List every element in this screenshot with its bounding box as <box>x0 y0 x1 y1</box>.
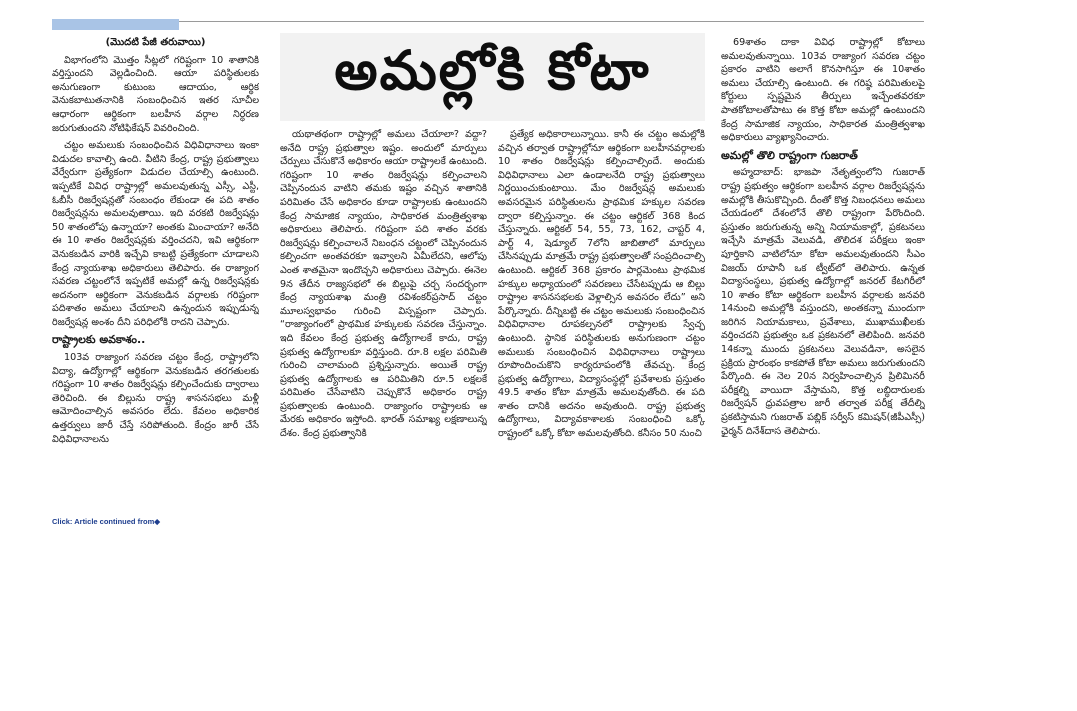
col1-subheading: రాష్ట్రాలకు అవకాశం.. <box>52 333 146 347</box>
col1-paragraph-3: 103వ రాజ్యాంగ సవరణ చట్టం కేంద్ర, రాష్ట్రాలోని విద్యా, ఉద్యోగాల్లో ఆర్థికంగా వెనుకబడిన తరగతులకు గరిష్టంగా 10 శాతం రిజర్వేషన్లు కల్పించేందుకు ద్వారాలు తెరిచింది. ఈ బిల్లును రాష్ట్ర శాసనసభలు మళ్లీ ఆమోదించాల్సిన అవసరం లేదు. కేవలం అధికారిక ఉత్తర్వులు జారీ చేస్తే సరిపోతుంది. కేంద్రం జారీ చేసే విధివిధానాలను <box>52 352 259 445</box>
col1-paragraph-2: చట్టం అమలుకు సంబంధించిన విధివిధానాలు ఇంకా విడుదల కావాల్సి ఉంది. వీటిని కేంద్ర, రాష్ట్ర ప్రభుత్వాలు వేర్వేరుగా ప్రత్యేకంగా విడుదల చేయాల్సి ఉంటుంది. ఇప్పటికే వివిధ రాష్ట్రాల్లో అమలవుతున్న ఎస్సీ, ఎస్టీ, ఓబీసీ రిజర్వేషన్లతో సంబంధం లేకుండా ఈ పది శాతం రిజర్వేషన్లను అమలవుతాయి. ఇది వరకటి రిజర్వేషన్లు 50 శాతంలోపు ఉన్నాయా? అంతకు మించాయా? అనేది ఈ 10 శాతం రిజర్వేషన్లకు వర్తించదని, ఇవి ఆర్థికంగా వెనుకబడిన వారికి ఇచ్చేవి కాబట్టి ప్రత్యేకంగా చూడాలని కేంద్ర న్యాయశాఖ అధికారులు తెలిపారు. ఈ రాజ్యాంగ సవరణ చట్టంలోనే ఇప్పటికే అమల్లో ఉన్న రిజర్వేషన్లకు అదనంగా ఆర్థికంగా వెనుకబడిన వర్గాలకు గరిష్టంగా పదిశాతం అమలు చేయాలని ఉన్నందున ఇప్పుడున్న రిజర్వేషన్ల అంశం దీని పరిధిలోకి రాదని చెప్పారు. <box>52 140 259 328</box>
col1-paragraph-1: విభాగంలోని మొత్తం సీట్లలో గరిష్టంగా 10 శాతానికి వర్తిస్తుందని వెల్లడించింది. ఆయా పరిస్థితులకు అనుగుణంగా కుటుంబ ఆదాయం, ఆర్థిక వెనుకబాటుతనానికి సంబంధించిన ఇతర సూచీల ఆధారంగా ఆర్థికంగా బలహీన వర్గాల నిర్ధరణ జరుగుతుందని నోటిఫికేషన్ వివరించింది. <box>52 54 259 134</box>
article-continued-link-text: Click: Article continued from <box>52 517 155 526</box>
article-column-4 <box>721 36 925 516</box>
article-column-2 <box>280 128 487 518</box>
continued-label: (మొదటి పేజీ తరువాయి) <box>105 37 206 48</box>
top-rule <box>52 21 924 22</box>
article-continued-link[interactable] <box>52 517 160 526</box>
col4-subheading: అమల్లో తొలి రాష్ట్రంగా గుజరాత్ <box>721 148 858 162</box>
link-arrow-icon: ◆ <box>154 517 161 526</box>
headline-box <box>280 33 705 121</box>
top-accent-bar <box>52 19 179 30</box>
col4-paragraph-2: అహ్మదాబాద్: భాజపా నేతృత్వంలోని గుజరాత్ రాష్ట్ర ప్రభుత్వం ఆర్థికంగా బలహీన వర్గాల రిజర్వేషన్లను అమల్లోకి తీసుకొచ్చింది. దీంతో కొత్త నిబంధనలు అమలు చేయడంలో దేశంలోనే తొలి రాష్ట్రంగా పేరొందింది. ప్రస్తుతం జరుగుతున్న అన్ని నియామకాల్లో, ప్రకటనలు ఇచ్చేసి మాత్రమే వెలువడి, తొలిదశ పరీక్షలు ఇంకా పూర్తికాని వాటిలోనూ కోటా అమలవుతుందని సీఎం విజయ్ రూపానీ ఒక ట్వీట్‌లో తెలిపారు. ఉన్నత విద్యాసంస్థలు, ప్రభుత్వ ఉద్యోగాల్లో జనరల్ కేటగిరీలో 10 శాతం కోటా ఆర్థికంగా బలహీన వర్గాలకు జనవరి 14నుంచి అమల్లోకి వస్తుందని, అంతకన్నా ముందుగా జరిగిన నియామకాలు, ప్రవేశాలు, ముఖాముఖీలకు వర్తించదని ప్రభుత్వం ఒక ప్రకటనలో తెలిపింది. జనవరి 14కన్నా ముందు ప్రకటనలు వెలువడినా, అసలైన ప్రక్రియ ప్రారంభం కాకపోతే కోటా అమలు జరుగుతుందని పేర్కొంది. ఈ నెల 20న నిర్వహించాల్సిన ప్రిలిమినరీ పరీక్షల్ని వాయిదా వేస్తామని, కొత్త లబ్ధిదారులకు రిజర్వేషన్ ధ్రువపత్రాల జారీ తర్వాత పరీక్ష తేదీల్ని ప్రకటిస్తామని గుజరాత్ పబ్లిక్ సర్వీస్ కమిషన్(జీపీఎస్సీ) ఛైర్మన్ దినేశ్‌దాస తెలిపారు. <box>721 167 925 437</box>
headline-title: అమల్లోకి కోటా <box>334 38 651 102</box>
col3-paragraph-1: ప్రత్యేక అధికారాలున్నాయి. కానీ ఈ చట్టం అమల్లోకి వచ్చిన తర్వాత రాష్ట్రాల్లోనూ ఆర్థికంగా బలహీనవర్గాలకు 10 శాతం రిజర్వేషన్లు కల్పించాల్సిందే. అందుకు విధివిధానాలు ఎలా ఉండాలనేది రాష్ట్ర ప్రభుత్వాలు నిర్ణయించుకుంటాయి. మేం రిజర్వేషన్ల అమలుకు అవసరమైన పరిస్థితులను ప్రాథమిక హక్కుల సవరణ ద్వారా కల్పిస్తున్నాం. ఈ చట్టం ఆర్టికల్ 368 కింద చేస్తున్నారు. ఆర్టికల్ 54, 55, 73, 162, చాప్టర్ 4, పార్ట్ 4, షెడ్యూల్ 7లోని జాబితాలో మార్పులు చేసినప్పుడు మాత్రమే రాష్ట్ర ప్రభుత్వాలతో సంప్రదించాల్సి ఉంటుంది. ఆర్టికల్ 368 ప్రకారం పార్లమెంటు ప్రాథమిక హక్కుల అధ్యాయంలో సవరణలు చేసేటప్పుడు ఆ బిల్లు రాష్ట్రాల శాసనసభలకు వెళ్లాల్సిన అవసరం లేదు” అని పేర్కొన్నారు. దీన్నిబట్టి ఈ చట్టం అమలుకు సంబంధించిన విధివిధానాల రూపకల్పనలో రాష్ట్రాలకు స్వేచ్ఛ ఉంటుంది. స్థానిక పరిస్థితులకు అనుగుణంగా చట్టం అమలుకు సంబంధించిన విధివిధానాలు రాష్ట్రాలు రూపొందించుకొని కార్యరూపంలోకి తేవచ్చు. కేంద్ర ప్రభుత్వ ఉద్యోగాలు, విద్యాసంస్థల్లో ప్రవేశాలకు ప్రస్తుతం 49.5 శాతం కోటా మాత్రమే అమలవుతోంది. ఈ పది శాతం దానికి అదనం అవుతుంది. రాష్ట్ర ప్రభుత్వ ఉద్యోగాలు, విద్యావకాశాలకు సంబంధించి ఒక్కో రాష్ట్రంలో ఒక్కో కోటా అమలవుతోంది. కనీసం 50 నుంచి <box>498 129 705 440</box>
article-column-3 <box>498 128 705 518</box>
col4-paragraph-1: 69శాతం దాకా వివిధ రాష్ట్రాల్లో కోటాలు అమలవుతున్నాయి. 103వ రాజ్యాంగ సవరణ చట్టం ప్రకారం వాటిని అలాగే కొనసాగిస్తూ ఈ 10శాతం అమలు చేయాల్సి ఉంటుంది. ఈ గరిష్ఠ పరిమితులపై కోర్టులు స్పష్టమైన తీర్పులు ఇచ్చేంతవరకూ పాతకోటాలతోపాటు ఈ కొత్త కోటా అమల్లో ఉంటుందని కేంద్ర సామాజిక న్యాయం, సాధికారత మంత్రిత్వశాఖ అధికారులు వ్యాఖ్యానించారు. <box>721 37 925 144</box>
article-column-1 <box>52 36 259 506</box>
col2-paragraph-1: యథాతథంగా రాష్ట్రాల్లో అమలు చేయాలా? వద్దా? అనేది రాష్ట్ర ప్రభుత్వాల ఇష్టం. అందులో మార్పులు చేర్పులు చేసుకొనే అధికారం ఆయా రాష్ట్రాలకే ఉంటుంది. గరిష్టంగా 10 శాతం రిజర్వేషన్లు కల్పించాలని చెప్పినందున వాటిని తమకు ఇష్టం వచ్చిన శాతానికి పరిమితం చేసే అధికారం కూడా రాష్ట్రాలకు ఉంటుందని కేంద్ర సామాజిక న్యాయం, సాధికారత మంత్రిత్వశాఖ అధికారులు తెలిపారు. గరిష్టంగా పది శాతం వరకు రిజర్వేషన్లు కల్పించాలనే నిబంధన చట్టంలో చెప్పినందున కల్పించగా అంతవరకూ ఇవ్వాలని ఏమీలేదని, ఆలోపు ఎంత శాతమైనా ఇందొచ్చని అధికారులు చెప్పారు. ఈనెల 9న తేదీన రాజ్యసభలో ఈ బిల్లుపై చర్చ సందర్భంగా కేంద్ర న్యాయశాఖ మంత్రి రవిశంకర్‌ప్రసాద్ చట్టం మూలస్వభావం గురించి విస్పష్టంగా చెప్పారు. “రాజ్యాంగంలో ప్రాథమిక హక్కులకు సవరణ చేస్తున్నాం. ఇది కేవలం కేంద్ర ప్రభుత్వ ఉద్యోగాలకే కాదు, రాష్ట్ర ప్రభుత్వ ఉద్యోగాలకూ వర్తిస్తుంది. రూ.8 లక్షల పరిమితి గురించి చాలామంది ప్రశ్నిస్తున్నారు. అయితే రాష్ట్ర ప్రభుత్వ ఉద్యోగాలకు ఆ పరిమితిని రూ.5 లక్షలకే పరిమితం చేసేవాటిని చెప్పుకొనే అధికారం రాష్ట్ర ప్రభుత్వాలకు ఉంటుంది. రాజ్యాంగం రాష్ట్రాలకు ఆ మేరకు అధికారం ఇస్తోంది. భారత్ సమాఖ్య లక్షణాలున్న దేశం. కేంద్ర ప్రభుత్వానికి <box>280 129 487 440</box>
